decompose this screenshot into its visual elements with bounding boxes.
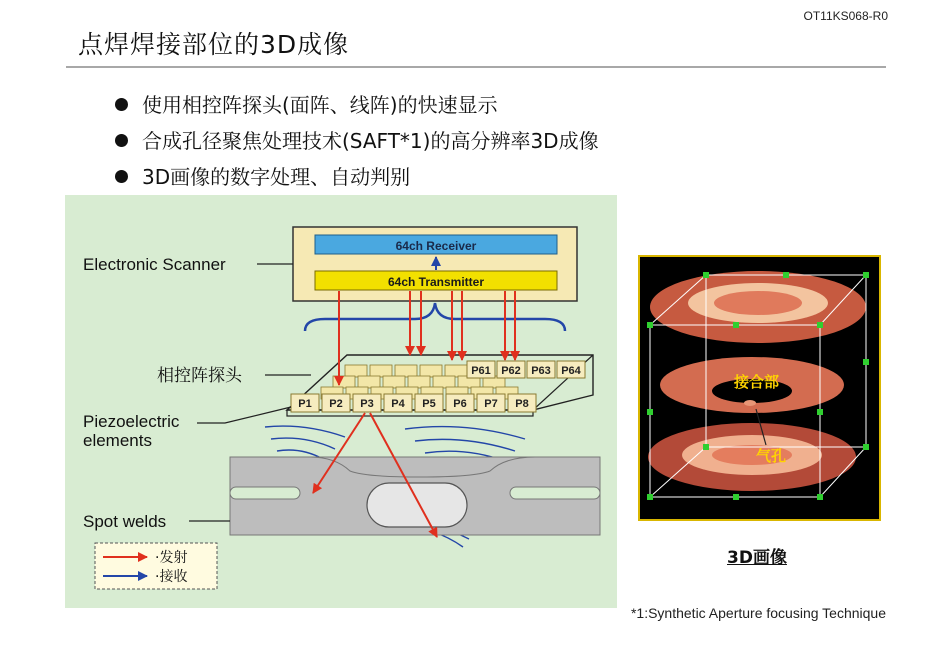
bullet-text: 合成孔径聚焦处理技术(SAFT*1)的高分辨率3D成像 xyxy=(142,129,599,153)
element-label: P7 xyxy=(484,398,498,410)
joint-label: 接合部 xyxy=(734,373,780,391)
bullet-item xyxy=(112,126,599,162)
weld-nugget xyxy=(367,483,467,527)
transmitter-label: 64ch Transmitter xyxy=(387,275,485,289)
3d-image-caption: 3D画像 xyxy=(727,548,787,568)
legend xyxy=(95,543,217,589)
scanner-label: Electronic Scanner xyxy=(83,255,226,274)
footnote: *1:Synthetic Aperture focusing Technique xyxy=(630,605,886,621)
channel-bracket xyxy=(305,303,565,331)
element-label: P62 xyxy=(501,365,521,377)
probe-label: 相控阵探头 xyxy=(157,366,242,386)
pore-label: 气孔 xyxy=(756,447,787,465)
element-label: P1 xyxy=(298,398,312,410)
element-label: P63 xyxy=(531,365,551,377)
element-label: P61 xyxy=(471,365,491,377)
element-label: P2 xyxy=(329,398,343,410)
bullet-item xyxy=(112,162,599,198)
element-label: P3 xyxy=(360,398,374,410)
page-title: 点焊焊接部位的3D成像 xyxy=(78,30,350,59)
legend-transmit-label: ·发射 xyxy=(155,550,188,566)
element-label: P5 xyxy=(422,398,436,410)
back-elements xyxy=(467,361,585,378)
pore-mark xyxy=(744,400,756,406)
bullet-item xyxy=(112,90,599,126)
phased-array-diagram xyxy=(65,195,617,608)
3d-render xyxy=(640,257,879,519)
diagram-canvas xyxy=(65,195,617,608)
element-label: P8 xyxy=(515,398,529,410)
bullet-text: 使用相控阵探头(面阵、线阵)的快速显示 xyxy=(142,93,498,117)
bullet-dot-icon xyxy=(115,170,128,183)
bullet-dot-icon xyxy=(115,98,128,111)
bullet-dot-icon xyxy=(115,134,128,147)
document-code: OT11KS068-R0 xyxy=(803,9,888,23)
bullet-text: 3D画像的数字处理、自动判别 xyxy=(142,165,411,189)
element-label: P6 xyxy=(453,398,467,410)
spot-welds-label: Spot welds xyxy=(83,512,167,531)
piezo-label-line2: elements xyxy=(83,431,152,450)
piezo-leader-line xyxy=(197,407,291,423)
element-label: P64 xyxy=(561,365,581,377)
3d-image-panel xyxy=(638,255,881,521)
element-label: P4 xyxy=(391,398,405,410)
legend-receive-label: ·接收 xyxy=(155,569,188,585)
title-divider xyxy=(66,66,886,68)
piezo-label-line1: Piezoelectric xyxy=(83,412,180,431)
bullet-list xyxy=(112,90,599,198)
receiver-label: 64ch Receiver xyxy=(395,239,477,253)
